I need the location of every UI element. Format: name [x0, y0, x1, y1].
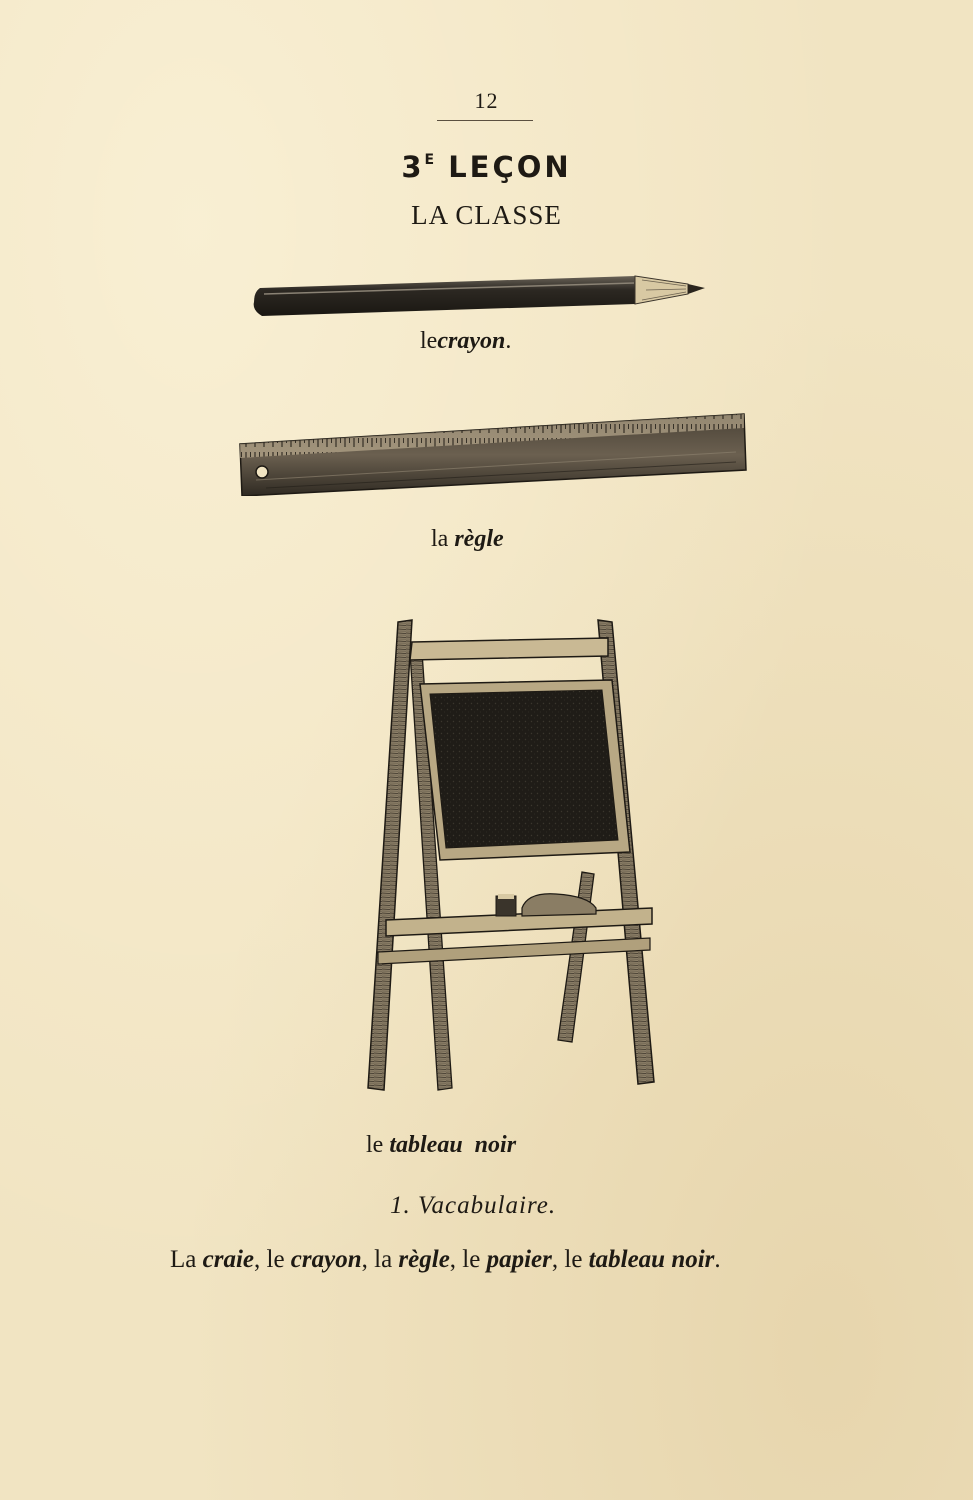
pencil-caption — [420, 328, 511, 355]
vocab-item: le papier, — [462, 1246, 559, 1273]
ruler-illustration — [236, 410, 752, 496]
vocab-item: le tableau noir. — [564, 1246, 721, 1273]
vocab-item: le crayon, — [266, 1246, 368, 1273]
pencil-noun: crayon — [437, 328, 506, 354]
page-number: 12 — [474, 88, 499, 113]
pencil-illustration — [250, 270, 710, 320]
vocabulary-heading: 1. Vacabulaire. — [390, 1192, 557, 1219]
lesson-subtitle: LA CLASSE — [411, 200, 562, 230]
pencil-article: le — [420, 328, 438, 354]
lesson-number: 3 — [401, 150, 425, 184]
vocab-item: La craie, — [170, 1246, 261, 1273]
vocabulary-list — [130, 1238, 860, 1282]
lesson-word: LEÇON — [448, 150, 572, 184]
pencil-punct: . — [505, 328, 512, 354]
blackboard-caption — [366, 1132, 516, 1159]
ruler-noun: règle — [454, 526, 504, 552]
blackboard-noun1: tableau — [389, 1132, 463, 1158]
vocab-item: la règle, — [374, 1246, 457, 1273]
ruler-article: la — [431, 526, 449, 552]
lesson-number-suffix: E — [424, 152, 436, 168]
blackboard-illustration — [350, 612, 670, 1102]
lesson-title — [0, 150, 973, 184]
blackboard-article: le — [366, 1132, 384, 1158]
header-rule — [437, 120, 533, 121]
blackboard-noun2: noir — [474, 1132, 517, 1158]
ruler-caption — [431, 526, 504, 553]
